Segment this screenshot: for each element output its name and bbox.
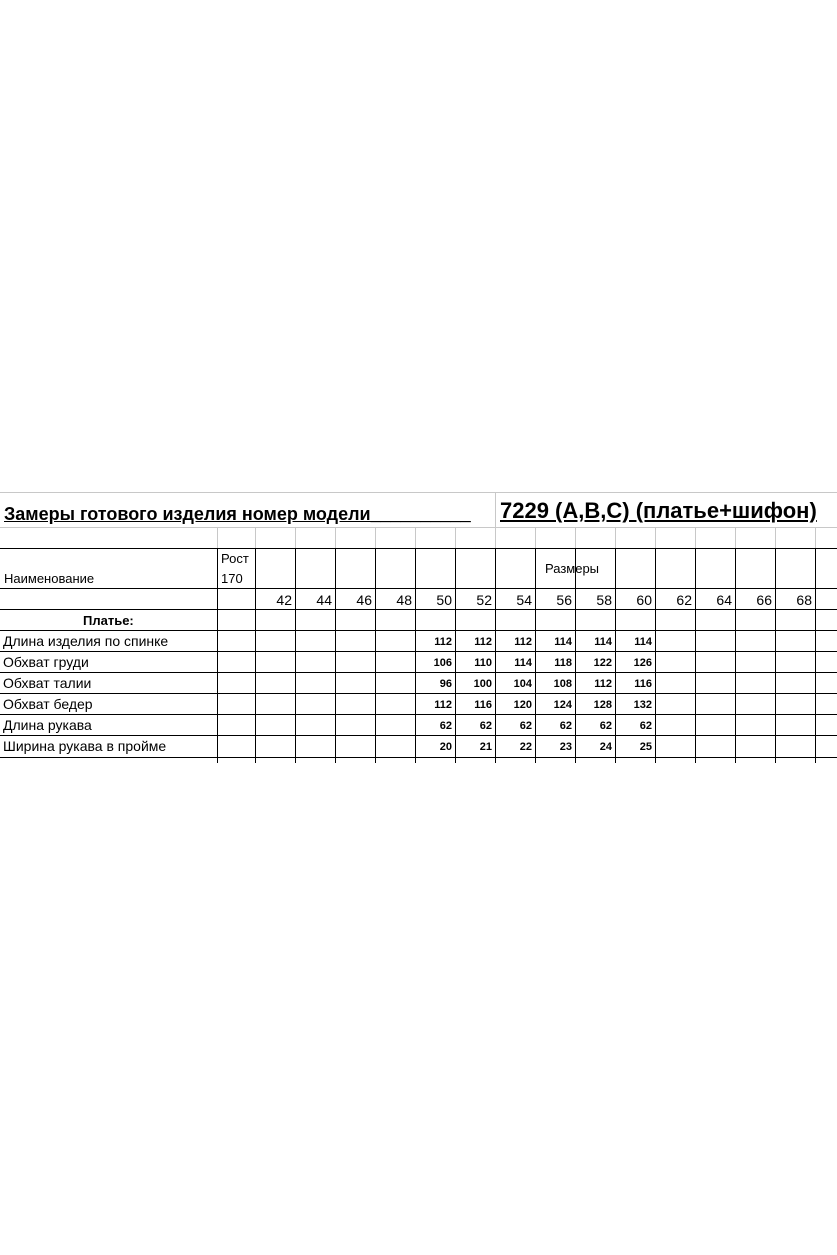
row-label: Обхват бедер	[3, 696, 93, 712]
measurement-value: 126	[633, 657, 652, 669]
size-header-cell: 50	[436, 592, 452, 608]
measurement-value: 106	[433, 657, 452, 669]
gridline	[375, 527, 376, 548]
size-header-cell: 68	[796, 592, 812, 608]
gridline	[495, 527, 496, 548]
table-hline	[0, 609, 837, 610]
table-vline	[255, 548, 256, 763]
name-column-header: Наименование	[4, 571, 95, 586]
size-header-cell: 58	[596, 592, 612, 608]
table-vline	[775, 548, 776, 763]
gridline	[0, 527, 837, 528]
gridline	[535, 527, 536, 548]
gridline	[775, 527, 776, 548]
size-header-cell: 62	[676, 592, 692, 608]
measurement-value: 120	[513, 699, 532, 711]
table-vline	[815, 548, 816, 763]
model-number: 7229 (A,B,C) (платье+шифон)	[500, 498, 817, 523]
measurement-value: 25	[639, 741, 652, 753]
gridline	[415, 527, 416, 548]
size-header-cell: 54	[516, 592, 532, 608]
table-vline	[335, 548, 336, 763]
size-header-cell: 66	[756, 592, 772, 608]
size-header-cell: 60	[636, 592, 652, 608]
gridline	[495, 492, 496, 527]
measurement-value: 116	[634, 678, 652, 690]
gridline	[255, 527, 256, 548]
measurement-value: 110	[474, 657, 492, 669]
measurement-value: 114	[634, 636, 652, 648]
table-vline	[295, 548, 296, 763]
table-hline	[0, 630, 837, 631]
gridline	[0, 492, 837, 493]
measurement-value: 128	[593, 699, 612, 711]
measurement-value: 23	[559, 741, 572, 753]
measurement-value: 62	[559, 720, 572, 732]
table-hline	[0, 548, 837, 549]
size-header-cell: 42	[276, 592, 292, 608]
measurement-value: 112	[474, 636, 492, 648]
gridline	[735, 527, 736, 548]
size-header-cell: 48	[396, 592, 412, 608]
gridline	[217, 527, 218, 548]
measurement-value: 118	[554, 657, 572, 669]
table-hline	[0, 588, 837, 589]
measurement-value: 114	[554, 636, 572, 648]
sizes-header: Размеры	[545, 561, 600, 576]
measurement-value: 20	[439, 741, 452, 753]
gridline	[695, 527, 696, 548]
measurement-value: 100	[473, 678, 492, 690]
gridline	[335, 527, 336, 548]
measurement-value: 112	[434, 636, 452, 648]
measurement-value: 112	[514, 636, 532, 648]
measurement-value: 114	[514, 657, 532, 669]
height-label: Рост	[221, 551, 249, 566]
row-label: Обхват талии	[3, 675, 92, 691]
measurement-value: 104	[513, 678, 532, 690]
measurement-value: 62	[599, 720, 612, 732]
gridline	[455, 527, 456, 548]
gridline	[655, 527, 656, 548]
table-vline	[655, 548, 656, 763]
measurement-value: 62	[439, 720, 452, 732]
table-hline	[0, 757, 837, 758]
measurement-value: 62	[639, 720, 652, 732]
measurement-value: 132	[633, 699, 652, 711]
measurement-value: 96	[439, 678, 452, 690]
table-vline	[735, 548, 736, 763]
measurement-value: 124	[553, 699, 572, 711]
measurement-value: 21	[479, 741, 492, 753]
size-header-cell: 44	[316, 592, 332, 608]
measurement-value: 62	[479, 720, 492, 732]
table-hline	[0, 735, 837, 736]
gridline	[815, 527, 816, 548]
table-hline	[0, 714, 837, 715]
section-label: Платье:	[83, 613, 134, 628]
size-header-cell: 46	[356, 592, 372, 608]
measurement-value: 112	[594, 678, 612, 690]
size-header-cell: 56	[556, 592, 572, 608]
measurement-value: 114	[594, 636, 612, 648]
table-vline	[375, 548, 376, 763]
row-label: Длина изделия по спинке	[3, 633, 169, 649]
gridline	[615, 527, 616, 548]
table-hline	[0, 693, 837, 694]
sheet-title: Замеры готового изделия номер модели__________	[4, 504, 471, 524]
gridline	[295, 527, 296, 548]
table-hline	[0, 651, 837, 652]
table-vline	[217, 548, 218, 763]
size-header-cell: 52	[476, 592, 492, 608]
measurement-value: 108	[553, 678, 572, 690]
height-value: 170	[221, 571, 243, 586]
measurement-value: 122	[593, 657, 612, 669]
measurement-value: 22	[519, 741, 532, 753]
gridline	[575, 527, 576, 548]
row-label: Ширина рукава в пройме	[3, 738, 167, 754]
table-hline	[0, 672, 837, 673]
measurement-value: 112	[434, 699, 452, 711]
row-label: Обхват груди	[3, 654, 89, 670]
measurement-value: 24	[599, 741, 612, 753]
row-label: Длина рукава	[3, 717, 92, 733]
measurement-value: 62	[519, 720, 532, 732]
size-header-cell: 64	[716, 592, 732, 608]
measurement-value: 116	[474, 699, 492, 711]
table-vline	[695, 548, 696, 763]
